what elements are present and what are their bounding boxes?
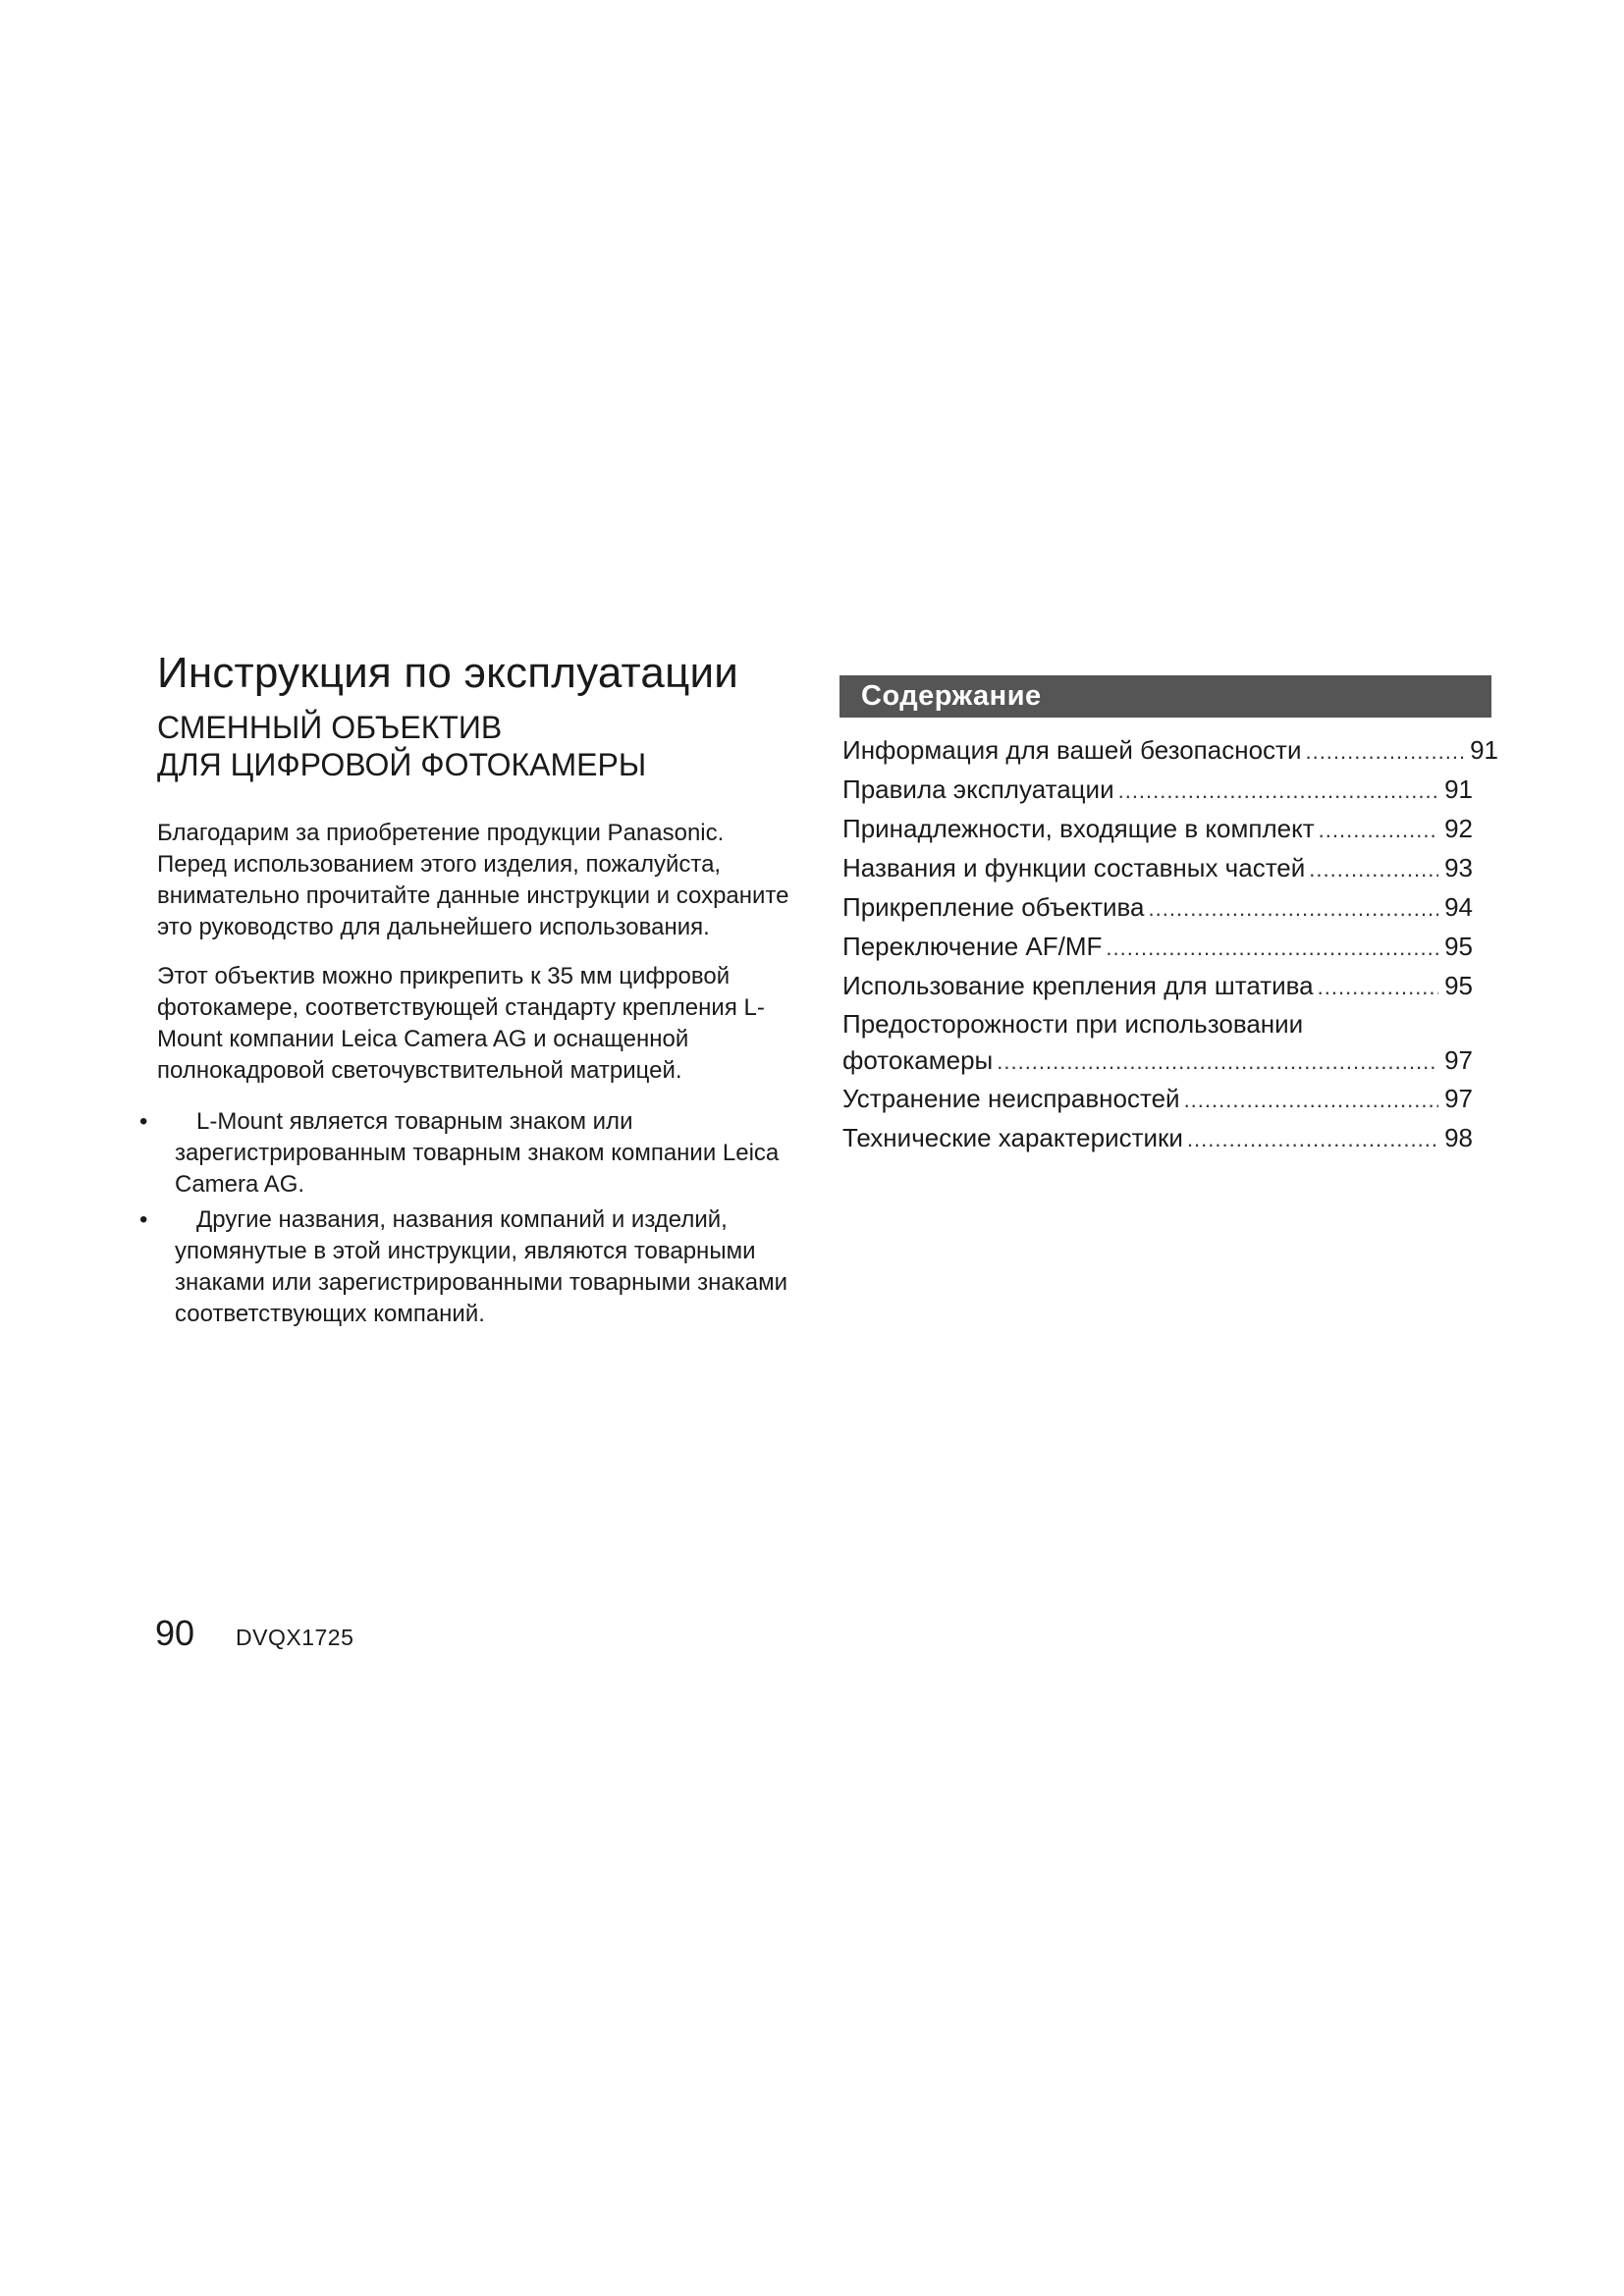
toc-item-line-2 [842,1042,1473,1080]
toc-item-page: 95 [1444,971,1473,1000]
intro-paragraph-2: Этот объектив можно прикрепить к 35 мм цифровой фотокамере, соответствующей стандарту крепления L-Mount компании Leica Camera AG и оснащенной полнокадровой светочувствительной матрицей. [157,963,765,1084]
toc-item-label: Принадлежности, входящие в комплект [842,814,1315,843]
toc-item-page: 94 [1444,892,1473,922]
toc-leader-dots [1319,812,1438,849]
document-title: Инструкция по эксплуатации [157,649,739,697]
toc-item-page: 95 [1444,932,1473,961]
toc-item-label: Прикрепление объектива [842,892,1145,922]
page-footer [155,1614,353,1653]
note-item [139,1204,795,1330]
toc-leader-dots [1149,890,1439,928]
toc-item-page: 97 [1444,1084,1473,1113]
toc-leader-dots [1118,773,1438,810]
toc-item-tripod[interactable] [842,967,1473,1006]
subtitle-line-1: СМЕННЫЙ ОБЪЕКТИВ [157,710,503,745]
toc-item-label: Технические характеристики [842,1123,1183,1152]
trademark-notes [139,1106,795,1330]
toc-item-page: 91 [1470,735,1498,765]
table-of-contents [839,675,1498,1158]
toc-item-af-mf[interactable] [842,928,1473,967]
bullet-icon: • [139,1206,148,1233]
toc-item-precautions[interactable] [842,1006,1473,1080]
toc-leader-dots [1318,969,1438,1006]
toc-item-label: Названия и функции составных частей [842,853,1306,882]
toc-leader-dots [1187,1121,1438,1158]
product-subtitle [157,709,795,783]
toc-list [842,731,1498,1158]
toc-item-specifications[interactable] [842,1119,1473,1158]
toc-item-attaching[interactable] [842,888,1473,928]
toc-leader-dots [1305,733,1464,771]
note-text: L-Mount является товарным знаком или зарегистрированным товарным знаком компании Leica Camera AG. [175,1108,780,1198]
note-item [139,1106,795,1201]
toc-item-label: Устранение неисправностей [842,1084,1180,1113]
toc-leader-dots [997,1043,1438,1080]
intro-section [139,648,795,1334]
subtitle-line-2: ДЛЯ ЦИФРОВОЙ ФОТОКАМЕРЫ [157,747,647,782]
toc-item-label-line-1: Предосторожности при использовании [842,1009,1304,1039]
note-text: Другие названия, названия компаний и изделий, упомянутые в этой инструкции, являются товарными знаками или зарегистрированными товарными знаками соответствующих компаний. [175,1206,788,1327]
toc-item-care[interactable] [842,771,1473,810]
toc-item-accessories[interactable] [842,810,1473,849]
toc-item-safety[interactable] [842,731,1498,771]
bullet-icon: • [139,1108,148,1135]
toc-leader-dots [1309,851,1438,888]
toc-item-page: 91 [1444,774,1473,804]
document-code: DVQX1725 [236,1625,354,1650]
toc-leader-dots [1184,1082,1439,1119]
page-number: 90 [155,1613,195,1653]
toc-item-label: Правила эксплуатации [842,774,1114,804]
toc-item-page: 93 [1444,853,1473,882]
toc-leader-dots [1106,930,1438,967]
toc-item-label: Переключение AF/MF [842,932,1103,961]
toc-heading: Содержание [839,675,1491,718]
toc-item-label: Информация для вашей безопасности [842,735,1302,765]
toc-item-troubleshooting[interactable] [842,1080,1473,1119]
toc-item-parts[interactable] [842,849,1473,888]
toc-item-label: Использование крепления для штатива [842,971,1314,1000]
toc-item-label-line-2: фотокамеры [842,1045,994,1075]
toc-item-page: 92 [1444,814,1473,843]
toc-item-page: 98 [1444,1123,1473,1152]
toc-item-page: 97 [1444,1045,1473,1075]
intro-paragraph-1: Благодарим за приобретение продукции Panasonic. Перед использованием этого изделия, пожалуйста, внимательно прочитайте данные инструкции и сохраните это руководство для дальнейшего использования. [157,820,789,940]
